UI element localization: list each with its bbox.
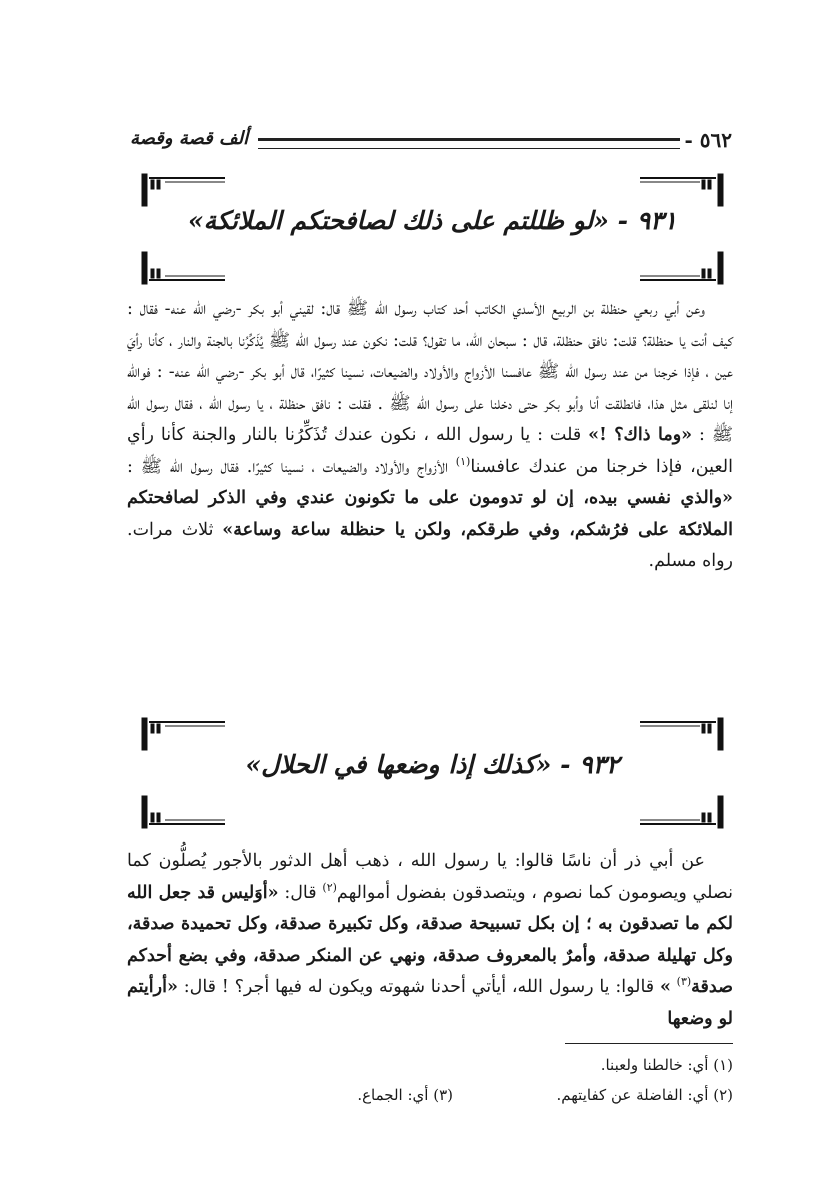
header-rule <box>258 138 680 149</box>
running-header <box>130 128 732 158</box>
page-number: ٥٦٢ - <box>684 128 732 152</box>
footnote-rule <box>565 1043 733 1044</box>
chapter-frame-931 <box>140 170 725 288</box>
book-title: ألف قصة وقصة <box>130 128 249 149</box>
footnote-ref-1[interactable]: (١) <box>455 454 471 468</box>
chapter-frame-932 <box>140 714 725 832</box>
story-932-text: عن أبي ذر أن ناسًا قالوا: يا رسول الله ، ذهب أهل الدثور بالأجور يُصلُّون كما نصلي ويصومون كما نصوم ، ويتصدقون بفضول أموالهم$^{(٢)}$ قال: «أوَليس قد جعل الله لكم ما تصدقون به ؛ إن بكل تسبيحة صدقة، وكل تكبيرة صدقة، وكل تحميدة صدقة، وكل تهليلة صدقة، وأمرٌ بالمعروف صدقة، ونهي عن المنكر صدقة، وفي بضع أحدكم صدقة$^{(٣)}$ » قالوا: يا رسول الله، أيأتي أحدنا شهوته ويكون له فيها أجر؟ ! قال: «أرأيتم لو وضعها <box>127 851 733 1029</box>
story-931-text: وعن أبي ربعي حنظلة بن الربيع الأسدي الكاتب أحد كتاب رسول الله ﷺ قال: لقيني أبو بكر -رضي الله عنه- فقال : كيف أنت يا حنظلة؟ قلت: نافق حنظلة، قال : سبحان الله، ما تقول؟ قلت: نكون عند رسول الله ﷺ يُذَكِّرُنا بالجنة والنار ، كأنا رأيَ عين ، فإذا خرجنا من عند رسول الله ﷺ عافسنا الأزواج والأولاد والضيعات، نسينا كثيرًا، قال أبو بكر -رضي الله عنه- : فوالله إنا لنلقى مثل هذا، فانطلقت أنا وأبو بكر حتى دخلنا على رسول الله ﷺ . فقلت : نافق حنظلة ، يا رسول الله ، فقال رسول الله ﷺ : «وما ذاك؟ !» قلت : يا رسول الله ، نكون عندك تُذَكِّرُنا بالنار والجنة كأنا رأي العين، فإذا خرجنا من عندك عافسنا$^{(١)}$ الأزواج والأولاد والضيعات ، نسينا كثيرًا. فقال رسول الله ﷺ : «والذي نفسي بيده، إن لو تدومون على ما تكونون عندي وفي الذكر لصافحتكم الملائكة على فرُشكم، وفي طرقكم، ولكن يا حنظلة ساعة وساعة» ثلاث مرات. رواه مسلم. <box>127 299 733 571</box>
footnote-ref-2[interactable]: (٢) <box>322 880 337 894</box>
footnote-2: (٢) أي: الفاضلة عن كفايتهم. <box>556 1086 733 1104</box>
chapter-title-931: ٩٣١ - «لو ظللتم على ذلك لصافحتكم الملائكة» <box>188 206 677 235</box>
footnote-1: (١) أي: خالطنا ولعبنا. <box>600 1056 733 1074</box>
footnote-3: (٣) أي: الجماع. <box>357 1086 453 1104</box>
chapter-title-932: ٩٣٢ - «كذلك إذا وضعها في الحلال» <box>245 750 620 779</box>
footnote-ref-3[interactable]: (٣) <box>676 975 692 989</box>
